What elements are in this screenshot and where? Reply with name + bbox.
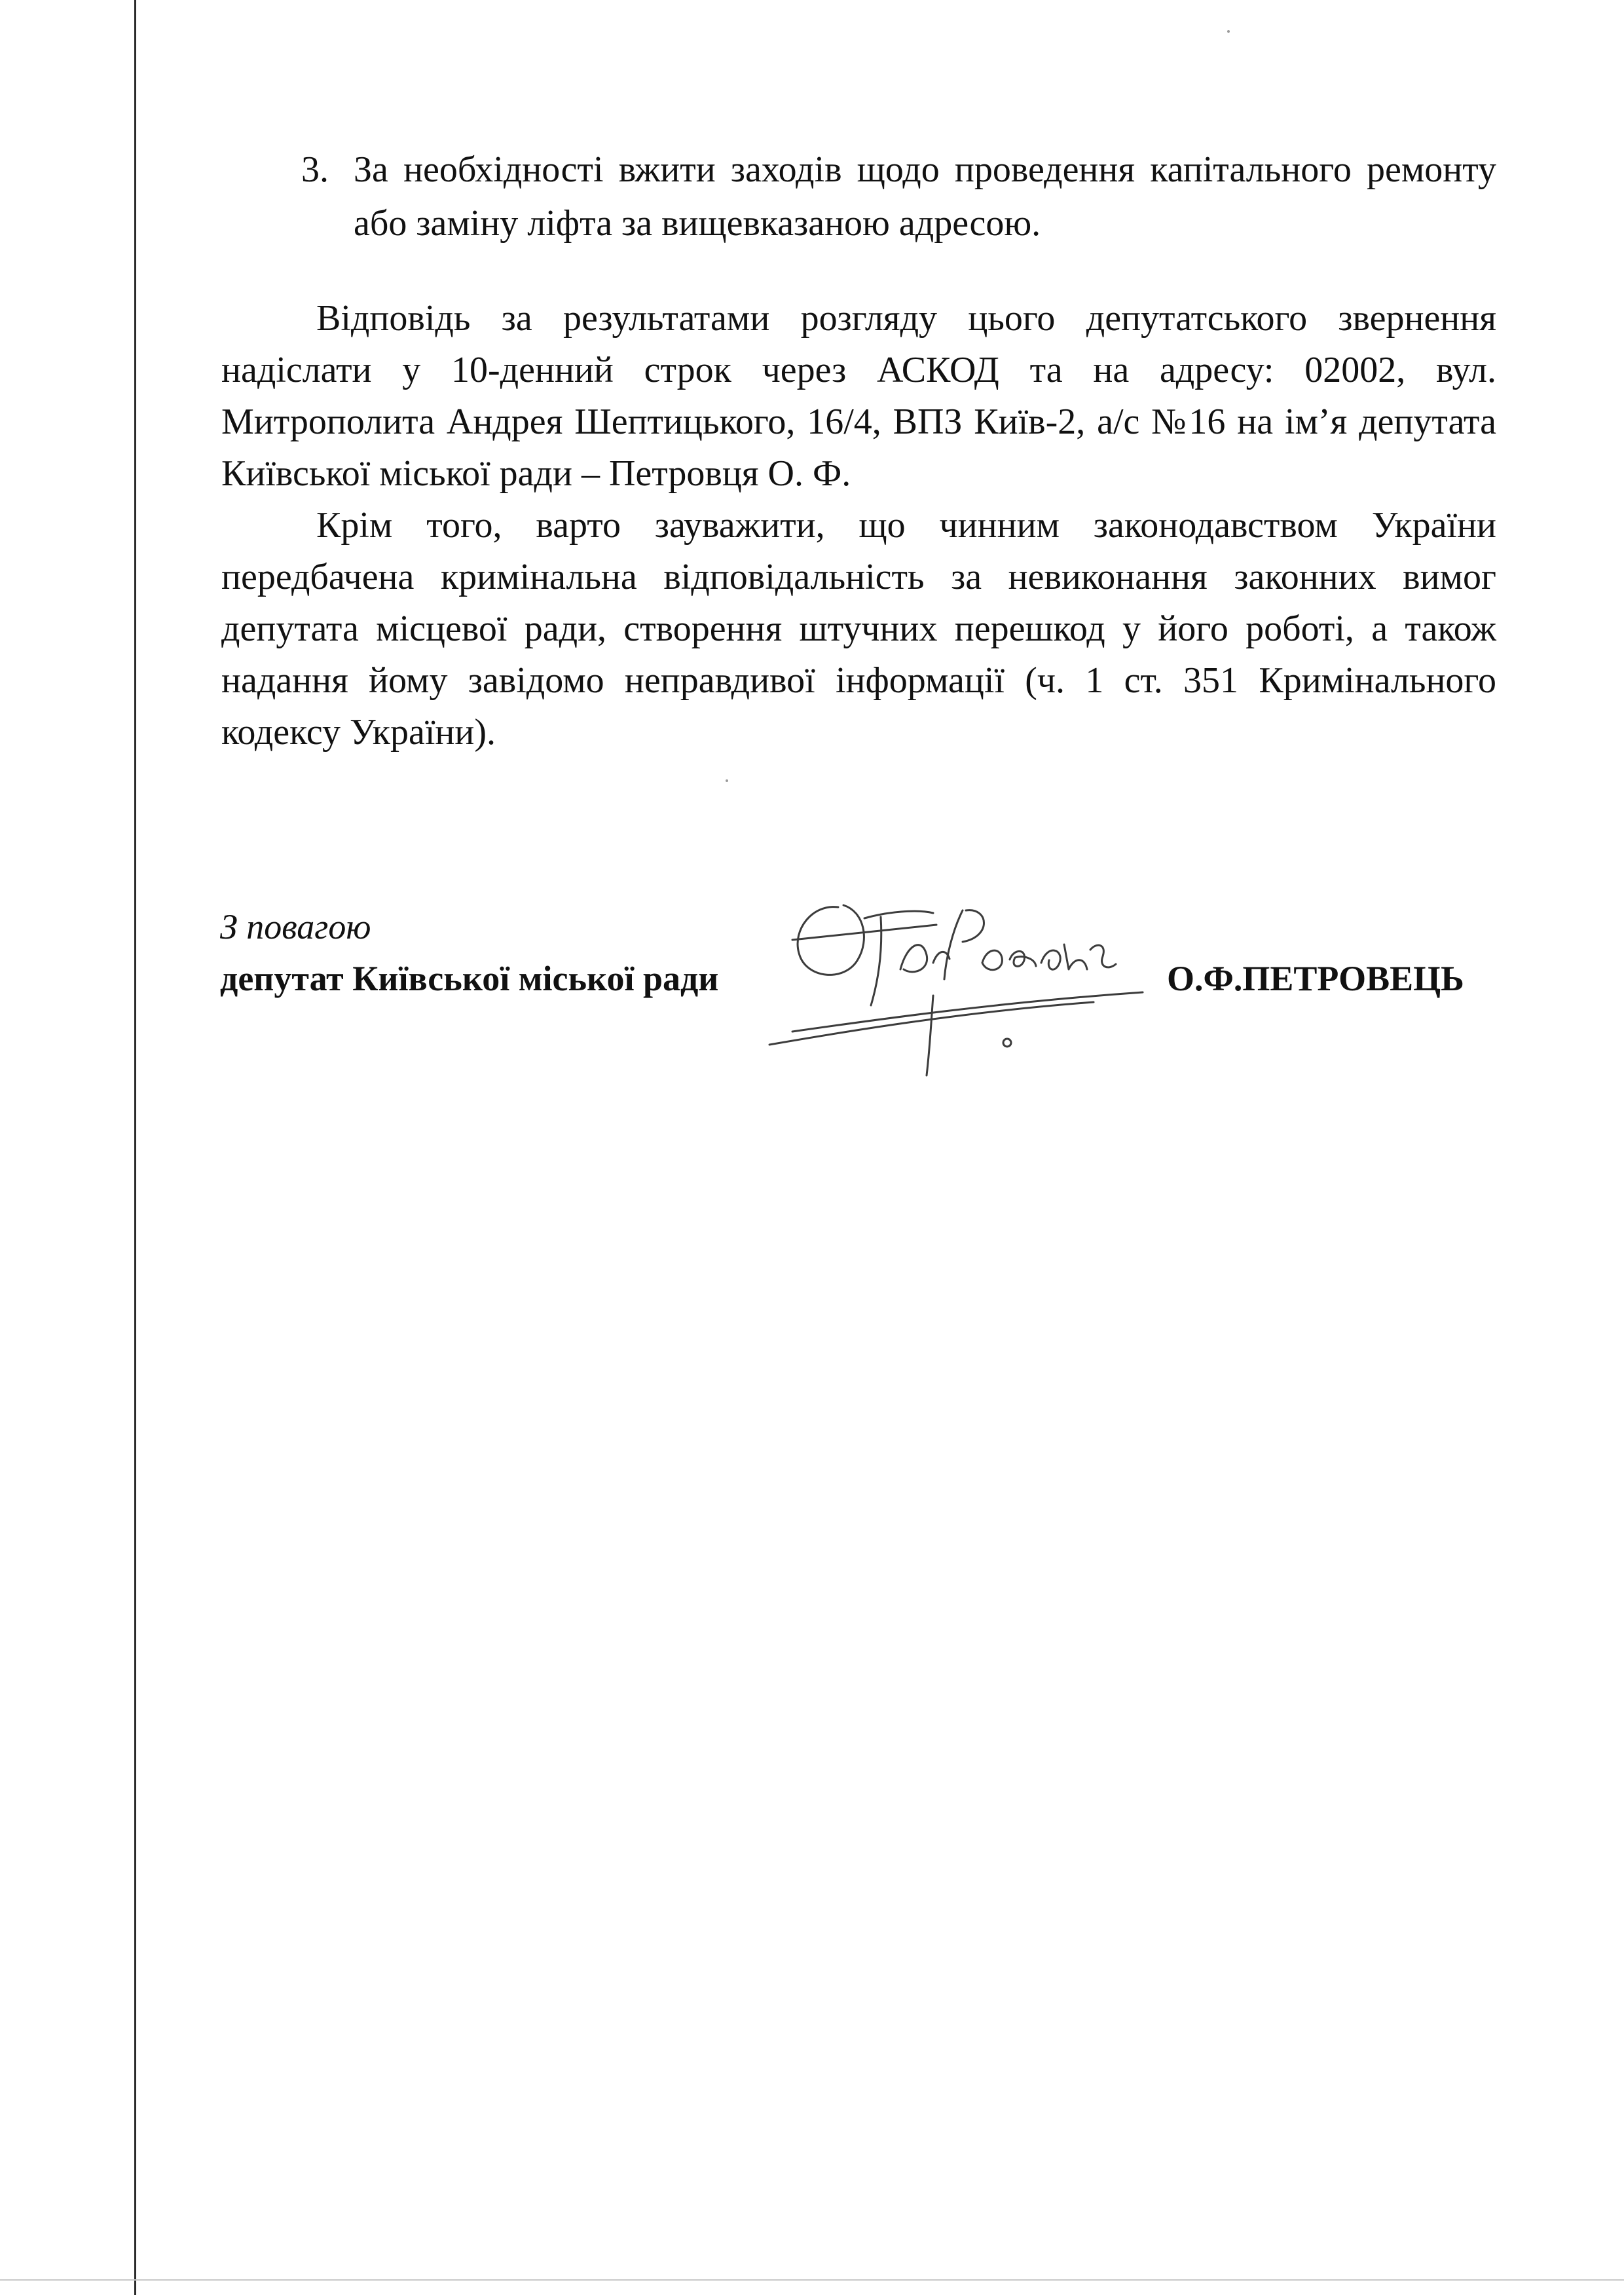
handwritten-signature [766, 871, 1159, 1087]
response-paragraph: Відповідь за результатами розгляду цього депутатського звернення надіслати у 10-денний строк через АСКОД та на адресу: 02002, вул. Митрополита Андрея Шептицького, 16/4, ВПЗ Київ-2, а/с №16 на ім’я депутата Київської міської ради – Петровця О. Ф. [221, 298, 1496, 494]
signatory-role: депутат Київської міської ради [220, 959, 719, 998]
scan-edge-left [134, 0, 136, 2295]
list-item-number: 3. [301, 149, 329, 190]
signatory-name: О.Ф.ПЕТРОВЕЦЬ [1167, 959, 1464, 998]
liability-paragraph: Крім того, варто зауважити, що чинним законодавством України передбачена кримінальна відповідальність за невиконання законних вимог депутата місцевої ради, створення штучних перешкод у його роботі, а також надання йому завідомо неправдивої інформації (ч. 1 ст. 351 Кримінального кодексу України). [221, 505, 1496, 753]
closing-phrase: З повагою [220, 907, 371, 946]
list-item-3 [301, 143, 1496, 250]
scan-speck [1227, 30, 1230, 33]
scan-speck [726, 779, 728, 782]
list-item-text: За необхідності вжити заходів щодо проведення капітального ремонту або заміну ліфта за вищевказаною адресою. [354, 149, 1496, 244]
scan-edge-bottom [0, 2279, 1624, 2281]
